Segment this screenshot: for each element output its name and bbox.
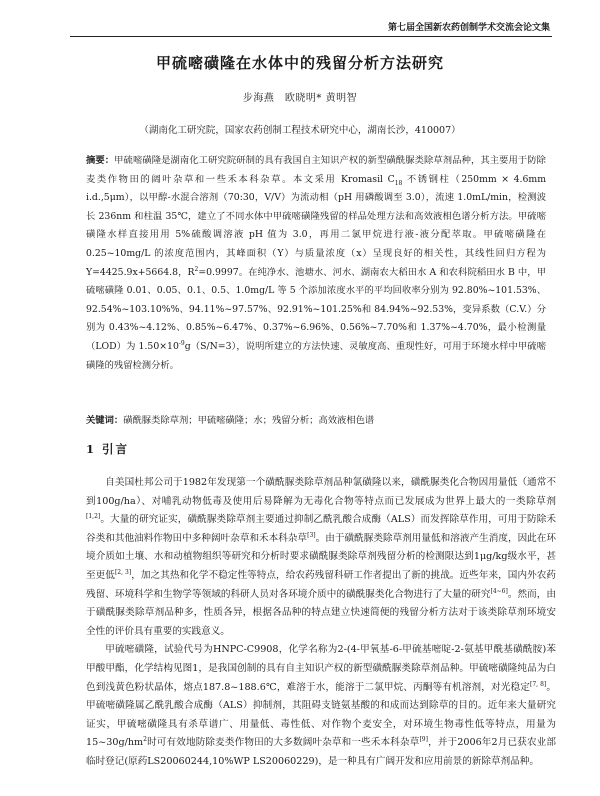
- abstract-text-3: =0.9997。在纯净水、池塘水、河水、湖南农大稻田水 A 和农科院稻田水 B 中，甲硫嘧磺隆 0.01、0.05、0.1、0.5、1.0mg/L 等 5 个添加浓度水平的平均回收率分别为 92.80%~101.53%、92.54%~103.10%%、94.11%~97.57%、92.91%~101.25%和 84.94%~92.53%，变异系数（C.V.）分别为 0.43%~4.12%、0.85%~6.47%、0.37%~6.96%、0.56%~7.70%和 1.37%~4.70%，最小检测量（LOD）为 1.50×10: [86, 266, 546, 352]
- keywords: [86, 413, 546, 429]
- abstract-sup-r2: 2: [194, 265, 199, 273]
- para1-text-c: 。由于磺酰脲类除草剂用量低和溶液产生消度，因此在环境介质如土壤、水和动植物组织等研究和分析时要求磺酰脲类除草剂残留分析的检测限达到1μg/kg级水平，甚至更低: [86, 532, 557, 581]
- para2-text-d: ，并于2006年2月已获农业部临时登记(原药LS20060244,10%WP LS20060229)，是一种具有广阔开发和应用前景的新除草剂品种。: [86, 737, 556, 767]
- citation: [2, 3]: [114, 568, 132, 576]
- abstract-label: 摘要：: [86, 155, 115, 166]
- authors: 步海燕 欧晓明* 黄明智: [242, 93, 358, 104]
- citation: [3]: [307, 531, 316, 539]
- citation: [7, 8]: [529, 680, 547, 688]
- para2-text-b: 。甲硫嘧磺隆属乙酰乳酸合成酶（ALS）抑制剂，其阻碍支链氨基酸的和成而达到除草的目的。近年来大量研究证实，甲硫嘧磺隆具有杀草谱广、用量低、毒性低、对作物个麦安全，对环境生物毒性低等特点，用量为15~30g/hm: [86, 681, 557, 749]
- abstract-sub-18: 18: [394, 179, 403, 187]
- para1-text-d: ，加之其热和化学不稳定性等特点，给农药残留科研工作者提出了新的挑战。近些年来，国内外农药残留、环境科学和生物学等领域的科研人员对各环境介质中的磺酰脲类化合物进行了大量的研究: [86, 569, 557, 600]
- para2-text-c: 时可有效地防除麦类作物田的大多数阔叶杂草和一些禾本科杂草: [146, 737, 420, 749]
- citation: [9]: [419, 736, 428, 744]
- header-rule: [70, 36, 552, 37]
- keywords-text: 磺酰脲类除草剂；甲硫嘧磺隆；水；残留分析；高效液相色谱: [123, 415, 375, 426]
- abstract: [86, 152, 546, 375]
- paper-title: 甲硫嘧磺隆在水体中的残留分析方法研究: [155, 54, 444, 72]
- paragraph: [86, 641, 556, 771]
- affiliation: （湖南化工研究院，国家农药创制工程技术研究中心，湖南长沙，410007）: [139, 125, 461, 136]
- para1-text-a: 自美国杜邦公司于1982年发现第一个磺酰脲类除草剂品种氯磺隆以来，磺酰脲类化合物因用量低（通常不到100g/ha）、对哺乳动物低毒及使用后易降解为无毒化合物等特点而已发展成为世界上最大的一类除草剂: [86, 477, 556, 507]
- running-header: 第七届全国新农药创制学术交流会论文集: [387, 23, 550, 33]
- citation: [1,2]: [86, 513, 101, 520]
- para1-text-b: 。大量的研究证实，磺酰脲类除草剂主要通过抑制乙酰乳酸合成酶（ALS）而发挥除草作用，可用于防除禾谷类和其他油料作物田中多种阔叶杂草和禾本科杂草: [86, 514, 556, 544]
- citation: [4~6]: [490, 587, 508, 595]
- abstract-sup-exp: -9: [178, 339, 185, 347]
- introduction-body: [86, 474, 556, 772]
- para2-text-a: 甲硫嘧磺隆，试验代号为HNPC-C9908，化学名称为2-(4-甲氧基-6-甲硫基嘧啶-2-氨基甲酰基磺酰胺)苯甲酸甲酯，化学结构见图1，是我国创制的具有自主知识产权的新型磺酰脲类除草剂品种。甲硫嘧磺隆纯品为白色到浅黄色粉状晶体，熔点187.8~188.6℃，难溶于水，能溶于二氯甲烷、丙酮等有机溶剂，对光稳定: [86, 644, 556, 693]
- unit-superscript: 2: [143, 736, 147, 744]
- keywords-label: 关键词：: [86, 415, 124, 426]
- abstract-text-1: 甲硫嘧磺隆是湖南化工研究院研制的具有我国自主知识产权的新型磺酰脲类除草剂品种，其主要用于防除麦类作物田的阔叶杂草和一些禾本科杂草。本文采用 Kromasil C: [86, 155, 546, 185]
- para1-text-e: 。然而，由于磺酰脲类除草剂品种多，性质各异，根据各品种的特点建立快速简便的残留分析方法对于该类除草剂环境安全性的评价具有重要的实践意义。: [86, 588, 556, 637]
- section-heading-introduction: 1 引言: [86, 442, 130, 456]
- abstract-text-4: g（S/N=3），说明所建立的方法快速、灵敏度高、重现性好，可用于环境水样中甲硫嘧磺隆的残留检测分析。: [86, 340, 546, 371]
- abstract-text-2: 不锈钢柱（250mm × 4.6mm i.d.,5μm），以甲醇-水混合溶剂（70:30，V/V）为流动相（pH 用磷酸调至 3.0），流速 1.0mL/min，检测波长 236nm 和柱温 35℃，建立了不同水体中甲硫嘧磺隆残留的样品处理方法和高效液相色谱分析方法。甲硫嘧磺隆水样直接用用 5%硫酸调溶液 pH 值为 3.0，再用二氯甲烷进行液-液分配萃取。甲硫嘧磺隆在 0.25~10mg/L 的浓度范围内，其峰面积（Y）与质量浓度（x）呈现良好的相关性，其线性回归方程为 Y=4425.9x+5664.8，R: [86, 173, 547, 278]
- paragraph: [86, 474, 556, 641]
